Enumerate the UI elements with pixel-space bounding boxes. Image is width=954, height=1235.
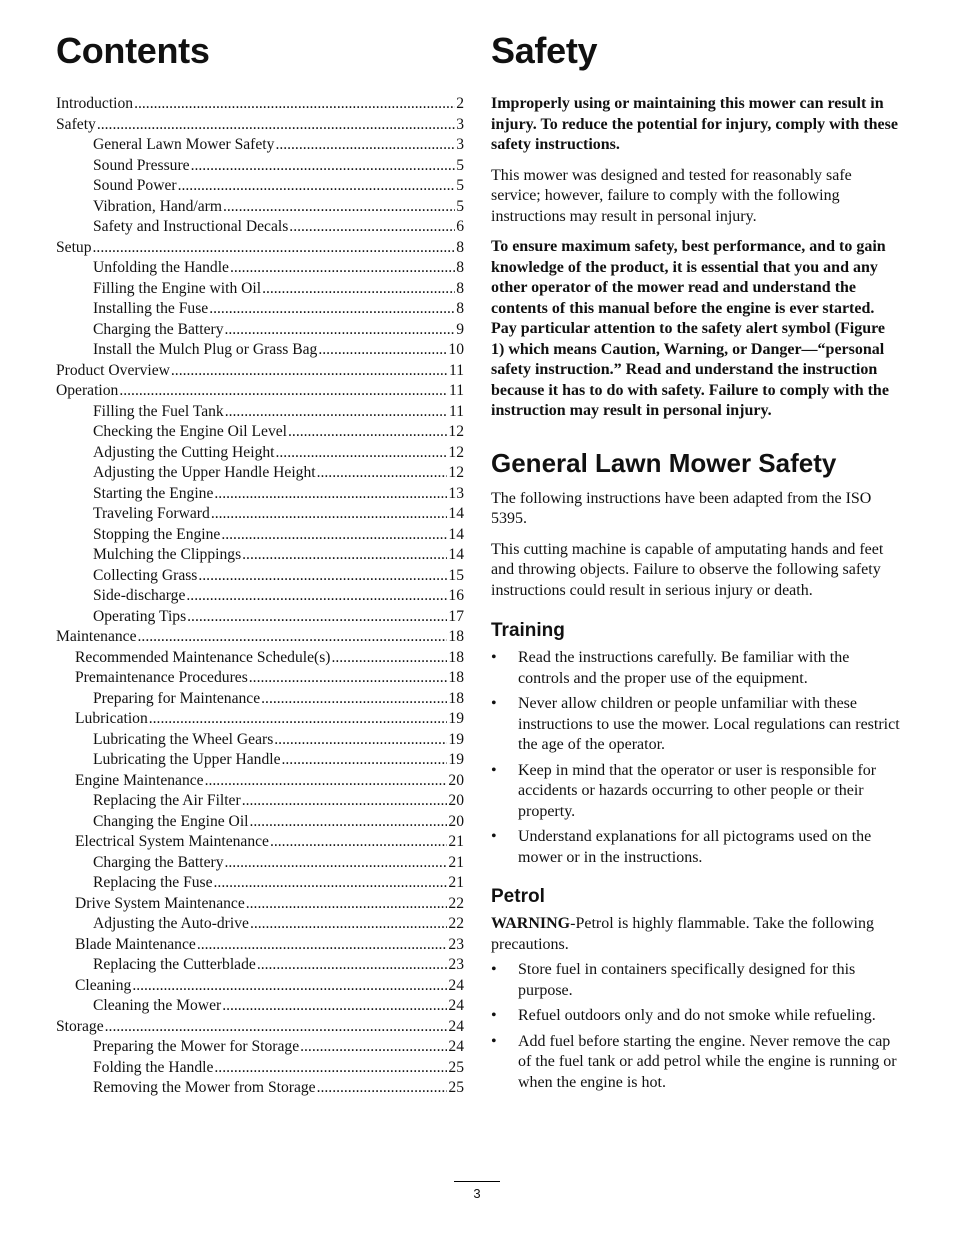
petrol-item: • Store fuel in containers specifically designed for this purpose. [491, 960, 901, 1001]
toc-entry-title: Stopping the Engine [93, 525, 221, 543]
petrol-item: • Add fuel before starting the engine. Never remove the cap of the fuel tank or add petrol while the engine is running or when the engine is hot. [491, 1032, 901, 1094]
toc-leader-dots [186, 586, 447, 607]
toc-entry-title: Changing the Engine Oil [93, 812, 249, 830]
toc-entry-title: Replacing the Fuse [93, 874, 213, 891]
toc-entry[interactable] [56, 894, 464, 915]
toc-entry-page: 19 [448, 710, 464, 727]
safety-intro-text: This mower was designed and tested for reasonably safe service; however, failure to comply with the following instructions may result in personal injury. [491, 166, 852, 225]
toc-entry-title: Maintenance [56, 628, 137, 645]
toc-entry[interactable] [56, 320, 464, 341]
toc-entry-page: 20 [448, 792, 464, 809]
toc-entry-title: Sound Pressure [93, 156, 190, 174]
training-item: • Never allow children or people unfamiliar with these instructions to use the mower. Local regulations can restrict the age of the operator. [491, 694, 901, 756]
toc-entry[interactable] [56, 115, 464, 136]
toc-leader-dots [214, 484, 447, 505]
petrol-list [491, 960, 901, 1093]
toc-entry[interactable] [56, 1017, 464, 1038]
toc-entry-title: Adjusting the Upper Handle Height [93, 464, 316, 481]
training-item: • Read the instructions carefully. Be familiar with the controls and the proper use of the equipment. [491, 648, 901, 689]
toc-leader-dots [214, 1058, 447, 1079]
toc-leader-dots [225, 853, 448, 874]
toc-leader-dots [242, 791, 448, 812]
toc-leader-dots [261, 689, 447, 710]
toc-leader-dots [97, 115, 455, 136]
toc-entry-page: 25 [448, 1079, 464, 1096]
toc-entry-title: Filling the Engine with Oil [93, 279, 262, 297]
toc-entry-page: 14 [448, 505, 464, 522]
toc-entry-title: Recommended Maintenance Schedule(s) [75, 648, 331, 666]
toc-entry-title: Lubrication [75, 710, 148, 727]
toc-entry-page: 8 [456, 238, 464, 256]
toc-entry[interactable] [56, 463, 464, 484]
toc-entry-title: Storage [56, 1017, 104, 1035]
toc-leader-dots [270, 832, 447, 853]
toc-entry-page: 16 [448, 587, 464, 604]
toc-entry-page: 12 [448, 423, 464, 440]
toc-leader-dots [209, 299, 455, 320]
toc-leader-dots [276, 443, 448, 464]
toc-entry[interactable] [56, 771, 464, 792]
toc-entry[interactable] [56, 607, 464, 628]
toc-entry-title: Lubricating the Upper Handle [93, 751, 281, 768]
toc-entry-title: Side-discharge [93, 587, 186, 604]
toc-entry-title: Product Overview [56, 361, 170, 379]
toc-leader-dots [250, 914, 447, 935]
toc-entry-title: Replacing the Cutterblade [93, 956, 256, 973]
toc-entry[interactable] [56, 1078, 464, 1099]
toc-entry-page: 18 [448, 628, 464, 645]
toc-entry-page: 13 [448, 484, 464, 502]
toc-leader-dots [198, 566, 447, 587]
toc-entry[interactable] [56, 299, 464, 320]
training-list [491, 648, 901, 868]
training-item: • Understand explanations for all pictograms used on the mower or in the instructions. [491, 827, 901, 868]
toc-entry[interactable] [56, 135, 464, 156]
toc-leader-dots [289, 217, 455, 238]
warning-label: WARNING [491, 915, 571, 932]
toc-leader-dots [274, 730, 447, 751]
petrol-heading: Petrol [491, 886, 545, 907]
toc-entry-page: 8 [456, 259, 464, 276]
toc-entry-page: 19 [448, 730, 464, 748]
toc-entry[interactable] [56, 258, 464, 279]
toc-entry[interactable] [56, 648, 464, 669]
toc-entry-title: Checking the Engine Oil Level [93, 423, 288, 440]
toc-leader-dots [149, 709, 448, 730]
toc-entry-title: Operation [56, 382, 119, 399]
toc-entry-title: Operating Tips [93, 607, 187, 625]
toc-entry-title: Drive System Maintenance [75, 894, 245, 912]
general-safety-para-1: The following instructions have been adapted from the ISO 5395. [491, 489, 872, 527]
toc-entry-page: 8 [456, 300, 464, 317]
toc-entry-title: Lubricating the Wheel Gears [93, 730, 274, 748]
toc-entry[interactable] [56, 361, 464, 382]
toc-leader-dots [249, 812, 447, 833]
toc-entry[interactable] [56, 279, 464, 300]
toc-leader-dots [187, 607, 447, 628]
toc-entry-title: Filling the Fuel Tank [93, 402, 224, 420]
toc-entry[interactable] [56, 935, 464, 956]
table-of-contents [56, 94, 464, 1099]
toc-leader-dots [119, 381, 448, 402]
toc-entry-title: Preparing for Maintenance [93, 689, 261, 707]
toc-entry[interactable] [56, 1058, 464, 1079]
toc-entry-page: 25 [448, 1058, 464, 1076]
toc-entry[interactable] [56, 525, 464, 546]
toc-leader-dots [257, 955, 448, 976]
toc-entry-title: Electrical System Maintenance [75, 833, 269, 850]
toc-entry-page: 15 [448, 566, 464, 584]
toc-entry[interactable] [56, 668, 464, 689]
toc-entry-title: Cleaning [75, 976, 132, 994]
toc-entry-page: 5 [456, 197, 464, 215]
toc-entry-page: 24 [448, 997, 464, 1014]
toc-entry[interactable] [56, 1037, 464, 1058]
toc-entry-title: Unfolding the Handle [93, 259, 229, 276]
toc-entry-title: Safety [56, 115, 96, 133]
toc-leader-dots [223, 197, 455, 218]
toc-leader-dots [171, 361, 448, 382]
toc-entry-page: 11 [448, 382, 464, 399]
toc-entry[interactable] [56, 914, 464, 935]
toc-entry-title: Adjusting the Auto-drive [93, 915, 249, 932]
toc-entry[interactable] [56, 217, 464, 238]
toc-entry-title: Charging the Battery [93, 320, 224, 338]
petrol-item: • Refuel outdoors only and do not smoke while refueling. [491, 1006, 901, 1027]
toc-leader-dots [246, 894, 448, 915]
toc-entry-page: 21 [448, 833, 464, 850]
toc-entry[interactable] [56, 812, 464, 833]
toc-entry[interactable] [56, 94, 464, 115]
toc-entry[interactable] [56, 730, 464, 751]
toc-entry[interactable] [56, 689, 464, 710]
toc-entry-page: 20 [448, 771, 464, 789]
toc-entry-page: 21 [448, 874, 464, 891]
toc-leader-dots [318, 340, 447, 361]
toc-entry[interactable] [56, 996, 464, 1017]
toc-leader-dots [275, 135, 455, 156]
safety-maximum-bold: To ensure maximum safety, best performance, and to gain knowledge of the product, it is essential that you and any other operator of the mower read and understand the contents of this manual before the engine is ever started. Pay particular attention to the safety alert symbol (Figure 1) which means Caution, Warning, or Danger—“personal safety instruction.” Read and understand the instruction because it has to do with safety. Failure to comply with the instruction may result in personal injury. [491, 238, 889, 419]
toc-entry-page: 19 [448, 751, 464, 768]
toc-entry[interactable] [56, 791, 464, 812]
toc-entry[interactable] [56, 156, 464, 177]
toc-leader-dots [222, 996, 447, 1017]
toc-entry-title: Introduction [56, 95, 134, 112]
toc-entry-title: Premaintenance Procedures [75, 669, 248, 686]
toc-leader-dots [225, 402, 448, 423]
toc-entry[interactable] [56, 566, 464, 587]
toc-entry-page: 5 [456, 177, 464, 194]
toc-entry-title: Blade Maintenance [75, 935, 196, 953]
toc-entry-title: Traveling Forward [93, 505, 210, 522]
toc-leader-dots [178, 176, 456, 197]
toc-entry[interactable] [56, 402, 464, 423]
toc-entry[interactable] [56, 381, 464, 402]
toc-entry-title: Starting the Engine [93, 484, 214, 502]
general-safety-heading: General Lawn Mower Safety [491, 447, 837, 478]
toc-leader-dots [288, 422, 447, 443]
toc-entry-page: 3 [456, 136, 464, 153]
toc-entry-title: Replacing the Air Filter [93, 792, 241, 809]
toc-entry-page: 11 [448, 361, 464, 379]
toc-entry-page: 8 [456, 279, 464, 297]
toc-entry-title: Engine Maintenance [75, 771, 204, 789]
toc-leader-dots [211, 504, 448, 525]
toc-entry-page: 23 [448, 935, 464, 953]
toc-entry-page: 24 [448, 1038, 464, 1055]
toc-entry[interactable] [56, 586, 464, 607]
toc-leader-dots [134, 94, 455, 115]
petrol-warning [491, 914, 901, 955]
toc-leader-dots [225, 320, 456, 341]
toc-entry[interactable] [56, 709, 464, 730]
toc-entry-page: 18 [448, 648, 464, 666]
toc-entry-title: Collecting Grass [93, 566, 198, 584]
safety-column [491, 30, 901, 1098]
toc-entry[interactable] [56, 504, 464, 525]
toc-entry-page: 14 [448, 525, 464, 543]
toc-leader-dots [214, 873, 448, 894]
toc-entry-title: Adjusting the Cutting Height [93, 443, 275, 461]
toc-entry[interactable] [56, 197, 464, 218]
training-heading: Training [491, 620, 565, 641]
toc-entry-page: 6 [456, 218, 464, 235]
toc-entry[interactable] [56, 422, 464, 443]
toc-entry[interactable] [56, 976, 464, 997]
toc-entry-page: 10 [448, 341, 464, 358]
toc-leader-dots [93, 238, 456, 259]
footer-rule [454, 1181, 500, 1182]
safety-heading: Safety [491, 30, 598, 71]
toc-entry-page: 2 [456, 95, 464, 112]
toc-entry-title: Installing the Fuse [93, 300, 209, 317]
toc-entry-page: 14 [448, 546, 464, 563]
toc-entry[interactable] [56, 832, 464, 853]
toc-entry-page: 22 [448, 894, 464, 912]
toc-entry-title: Removing the Mower from Storage [93, 1079, 316, 1096]
toc-leader-dots [132, 976, 447, 997]
toc-entry[interactable] [56, 340, 464, 361]
toc-entry-title: Vibration, Hand/arm [93, 197, 222, 215]
toc-leader-dots [197, 935, 448, 956]
toc-entry[interactable] [56, 873, 464, 894]
toc-entry-page: 18 [448, 689, 464, 707]
toc-entry[interactable] [56, 955, 464, 976]
toc-leader-dots [221, 525, 447, 546]
toc-leader-dots [317, 1078, 448, 1099]
toc-entry-title: Preparing the Mower for Storage [93, 1038, 300, 1055]
toc-entry-page: 24 [448, 1017, 464, 1035]
toc-entry-title: Cleaning the Mower [93, 997, 222, 1014]
toc-leader-dots [230, 258, 455, 279]
toc-entry[interactable] [56, 443, 464, 464]
toc-entry-page: 24 [448, 976, 464, 994]
toc-entry-page: 18 [448, 669, 464, 686]
toc-leader-dots [317, 463, 448, 484]
toc-entry-title: Charging the Battery [93, 853, 224, 871]
page-number: 3 [473, 1186, 481, 1201]
toc-entry-page: 3 [456, 115, 464, 133]
toc-entry-page: 17 [448, 607, 464, 625]
training-item: • Keep in mind that the operator or user is responsible for accidents or hazards occurring to other people or their property. [491, 761, 901, 823]
safety-intro-bold: Improperly using or maintaining this mower can result in injury. To reduce the potential for injury, comply with these safety instructions. [491, 95, 898, 153]
toc-leader-dots [262, 279, 455, 300]
toc-entry-title: Folding the Handle [93, 1058, 214, 1076]
toc-entry-title: General Lawn Mower Safety [93, 136, 275, 153]
toc-leader-dots [300, 1037, 447, 1058]
toc-leader-dots [191, 156, 456, 177]
toc-entry-page: 5 [456, 156, 464, 174]
toc-entry-page: 21 [448, 853, 464, 871]
toc-entry[interactable] [56, 176, 464, 197]
toc-entry[interactable] [56, 750, 464, 771]
toc-entry-title: Install the Mulch Plug or Grass Bag [93, 341, 318, 358]
toc-entry-page: 12 [448, 464, 464, 481]
toc-entry[interactable] [56, 484, 464, 505]
toc-leader-dots [242, 545, 447, 566]
warning-text: -Petrol is highly flammable. Take the following precautions. [491, 915, 874, 953]
toc-leader-dots [331, 648, 447, 669]
toc-leader-dots [138, 627, 448, 648]
toc-entry-page: 23 [448, 956, 464, 973]
toc-entry-page: 11 [448, 402, 464, 420]
toc-entry[interactable] [56, 853, 464, 874]
toc-entry-title: Setup [56, 238, 92, 256]
toc-entry[interactable] [56, 545, 464, 566]
toc-leader-dots [282, 750, 448, 771]
toc-leader-dots [105, 1017, 448, 1038]
toc-entry[interactable] [56, 627, 464, 648]
toc-leader-dots [249, 668, 448, 689]
toc-entry-page: 20 [448, 812, 464, 830]
toc-entry[interactable] [56, 238, 464, 259]
toc-entry-title: Safety and Instructional Decals [93, 218, 289, 235]
general-safety-para-2: This cutting machine is capable of amputating hands and feet and throwing objects. Failure to observe the following safety instructions could result in serious injury or death. [491, 540, 884, 599]
contents-column [56, 30, 464, 1099]
toc-entry-title: Sound Power [93, 177, 177, 194]
toc-entry-page: 9 [456, 320, 464, 338]
contents-heading: Contents [56, 30, 210, 71]
toc-entry-page: 12 [448, 443, 464, 461]
toc-entry-title: Mulching the Clippings [93, 546, 242, 563]
toc-entry-page: 22 [448, 915, 464, 932]
toc-leader-dots [205, 771, 448, 792]
